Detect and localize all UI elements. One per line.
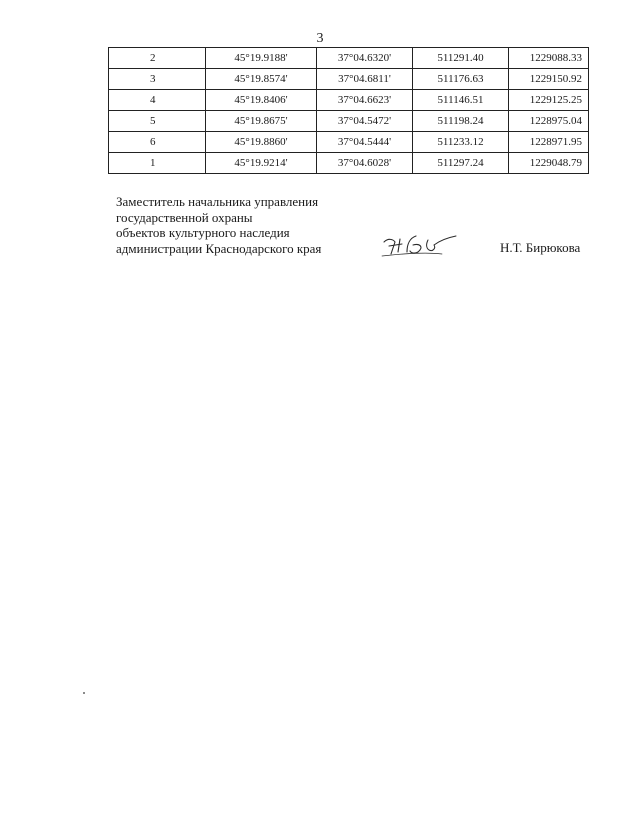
y-coordinate-cell: 1229125.25 <box>509 90 589 111</box>
point-number-cell: 5 <box>109 111 206 132</box>
table-row <box>109 153 589 174</box>
coordinates-table <box>108 47 589 174</box>
latitude-cell: 45°19.8574' <box>206 69 317 90</box>
latitude-cell: 45°19.9188' <box>206 48 317 69</box>
point-number-cell: 3 <box>109 69 206 90</box>
y-coordinate-cell: 1229088.33 <box>509 48 589 69</box>
longitude-cell: 37°04.6623' <box>317 90 413 111</box>
y-coordinate-cell: 1229048.79 <box>509 153 589 174</box>
y-coordinate-cell: 1228975.04 <box>509 111 589 132</box>
latitude-cell: 45°19.9214' <box>206 153 317 174</box>
longitude-cell: 37°04.5444' <box>317 132 413 153</box>
table-row <box>109 132 589 153</box>
table-row <box>109 69 589 90</box>
latitude-cell: 45°19.8675' <box>206 111 317 132</box>
signatory-title <box>116 194 321 256</box>
longitude-cell: 37°04.5472' <box>317 111 413 132</box>
handwritten-signature <box>380 230 458 260</box>
scan-speck <box>83 692 85 694</box>
x-coordinate-cell: 511198.24 <box>413 111 509 132</box>
latitude-cell: 45°19.8860' <box>206 132 317 153</box>
signatory-title-line: государственной охраны <box>116 209 253 225</box>
signatory-name: Н.Т. Бирюкова <box>500 240 581 255</box>
x-coordinate-cell: 511176.63 <box>413 69 509 90</box>
y-coordinate-cell: 1229150.92 <box>509 69 589 90</box>
table-row <box>109 90 589 111</box>
signatory-title-line: объектов культурного наследия <box>116 225 290 240</box>
point-number-cell: 1 <box>109 153 206 174</box>
x-coordinate-cell: 511297.24 <box>413 153 509 174</box>
latitude-cell: 45°19.8406' <box>206 90 317 111</box>
page-number: 3 <box>316 31 324 46</box>
x-coordinate-cell: 511291.40 <box>413 48 509 69</box>
x-coordinate-cell: 511233.12 <box>413 132 509 153</box>
point-number-cell: 4 <box>109 90 206 111</box>
longitude-cell: 37°04.6028' <box>317 153 413 174</box>
point-number-cell: 6 <box>109 132 206 153</box>
point-number-cell: 2 <box>109 48 206 69</box>
table-row <box>109 111 589 132</box>
signatory-title-line: Заместитель начальника управления <box>116 194 319 209</box>
x-coordinate-cell: 511146.51 <box>413 90 509 111</box>
longitude-cell: 37°04.6811' <box>317 69 413 90</box>
y-coordinate-cell: 1228971.95 <box>509 132 589 153</box>
table-row <box>109 48 589 69</box>
longitude-cell: 37°04.6320' <box>317 48 413 69</box>
signatory-title-line: администрации Краснодарского края <box>116 240 322 256</box>
